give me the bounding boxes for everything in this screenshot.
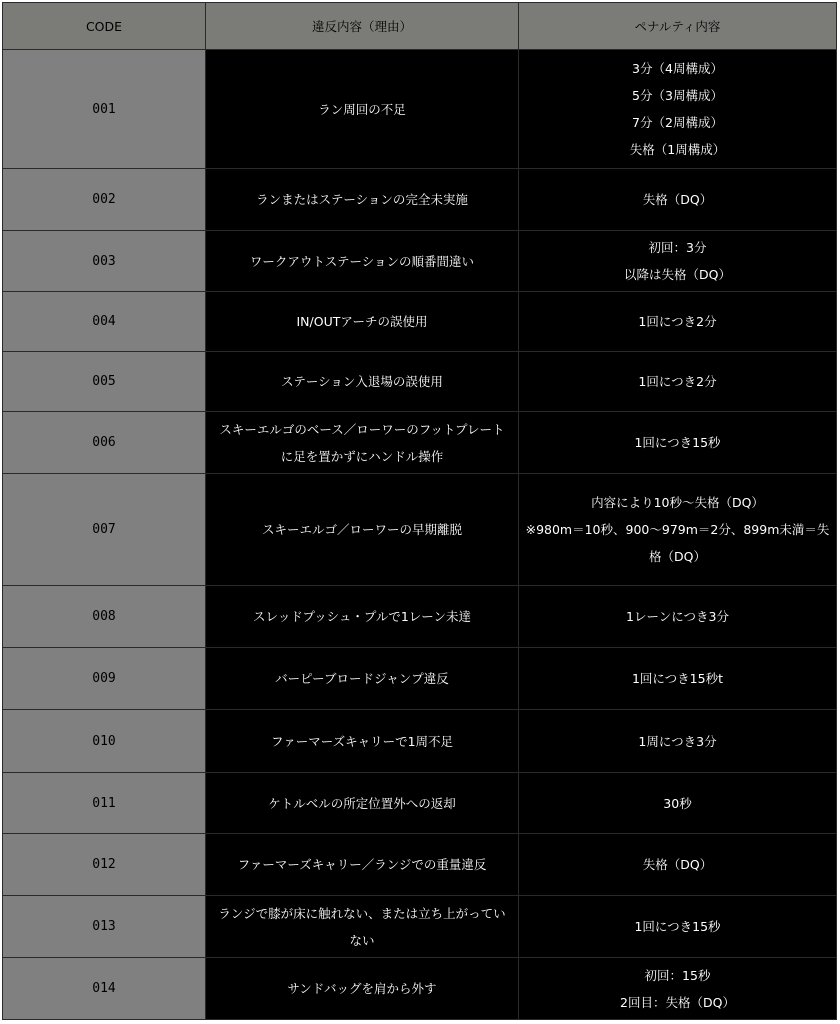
table-row xyxy=(3,773,837,834)
penalty-line: 3分（4周構成） xyxy=(632,61,723,76)
reason-line: に足を置かずにハンドル操作 xyxy=(280,448,444,464)
cell-penalty xyxy=(519,352,837,412)
cell-code: 002 xyxy=(3,169,206,231)
cell-penalty xyxy=(519,231,837,292)
header-code: CODE xyxy=(3,3,206,50)
cell-reason xyxy=(206,474,519,586)
reason-line: ファーマーズキャリー／ランジでの重量違反 xyxy=(237,857,487,872)
penalty-line: 2回目：失格（DQ） xyxy=(620,994,735,1010)
cell-reason xyxy=(206,773,519,834)
penalty-line: 初回：3分 xyxy=(648,240,707,255)
table-row xyxy=(3,648,837,710)
cell-penalty xyxy=(519,292,837,352)
cell-code: 006 xyxy=(3,412,206,474)
cell-reason xyxy=(206,352,519,412)
penalty-line: 以降は失格（DQ） xyxy=(624,267,731,282)
cell-penalty xyxy=(519,412,837,474)
penalty-line: 1周につき3分 xyxy=(638,733,717,749)
cell-reason xyxy=(206,710,519,773)
reason-line: サンドバッグを肩から外す xyxy=(287,981,437,996)
penalty-line: 1回につき15秒t xyxy=(631,671,723,686)
table-row xyxy=(3,352,837,412)
penalty-line: 5分（3周構成） xyxy=(632,88,723,103)
penalty-line: ※980m＝10秒、900〜979m＝2分、899m未満＝失 xyxy=(525,522,830,537)
penalty-line: 1回につき2分 xyxy=(638,374,717,389)
penalty-line: 7分（2周構成） xyxy=(632,115,723,130)
penalty-line: 初回：15秒 xyxy=(644,967,711,983)
penalty-line: 1回につき15秒 xyxy=(634,435,721,450)
cell-code: 010 xyxy=(3,710,206,773)
reason-line: ステーション入退場の誤使用 xyxy=(281,374,443,389)
penalty-line: 1回につき15秒 xyxy=(634,919,721,934)
reason-line: スレッドプッシュ・プルで1レーン未達 xyxy=(252,609,472,624)
cell-reason xyxy=(206,958,519,1020)
table-row xyxy=(3,896,837,958)
reason-line: スキーエルゴ／ローワーの早期離脱 xyxy=(261,522,462,537)
table-header xyxy=(3,3,837,50)
cell-reason xyxy=(206,834,519,896)
cell-code: 012 xyxy=(3,834,206,896)
reason-line: バーピーブロードジャンプ違反 xyxy=(275,671,449,686)
penalty-line: 30秒 xyxy=(663,795,692,811)
table-row xyxy=(3,586,837,648)
table-row xyxy=(3,292,837,352)
reason-line: ない xyxy=(349,932,375,948)
penalty-table-container xyxy=(2,2,837,1020)
cell-reason xyxy=(206,50,519,169)
table-body xyxy=(3,50,837,1020)
reason-line: ファーマーズキャリーで1周不足 xyxy=(270,733,454,749)
cell-penalty xyxy=(519,710,837,773)
table-row xyxy=(3,231,837,292)
cell-penalty xyxy=(519,169,837,231)
cell-penalty xyxy=(519,896,837,958)
reason-line: ランジで膝が床に触れない、または立ち上がってい xyxy=(218,905,506,921)
penalty-line: 失格（1周構成） xyxy=(629,142,726,157)
penalty-line: 1回につき2分 xyxy=(638,314,717,329)
header-reason: 違反内容（理由） xyxy=(206,3,519,50)
cell-penalty xyxy=(519,474,837,586)
table-row xyxy=(3,834,837,896)
cell-penalty xyxy=(519,773,837,834)
header-row xyxy=(3,3,837,50)
cell-code: 009 xyxy=(3,648,206,710)
cell-reason xyxy=(206,169,519,231)
penalty-table xyxy=(2,2,837,1020)
cell-penalty xyxy=(519,834,837,896)
penalty-line: 格（DQ） xyxy=(649,549,706,564)
reason-line: ラン周回の不足 xyxy=(318,101,406,117)
header-penalty: ペナルティ内容 xyxy=(519,3,837,50)
table-row xyxy=(3,412,837,474)
cell-code: 005 xyxy=(3,352,206,412)
table-row xyxy=(3,474,837,586)
reason-line: ランまたはステーションの完全未実施 xyxy=(256,192,468,207)
penalty-line: 失格（DQ） xyxy=(642,192,713,207)
cell-code: 014 xyxy=(3,958,206,1020)
cell-reason xyxy=(206,292,519,352)
reason-line: スキーエルゴのベース／ローワーのフットプレート xyxy=(219,421,505,437)
cell-reason xyxy=(206,896,519,958)
cell-code: 013 xyxy=(3,896,206,958)
cell-code: 001 xyxy=(3,50,206,169)
cell-penalty xyxy=(519,648,837,710)
reason-line: ケトルベルの所定位置外への返却 xyxy=(268,795,456,811)
penalty-line: 1レーンにつき3分 xyxy=(626,609,729,624)
reason-line: IN/OUTアーチの誤使用 xyxy=(296,314,428,329)
reason-line: ワークアウトステーションの順番間違い xyxy=(249,253,475,269)
cell-code: 008 xyxy=(3,586,206,648)
cell-reason xyxy=(206,231,519,292)
cell-reason xyxy=(206,648,519,710)
table-row xyxy=(3,169,837,231)
table-row xyxy=(3,50,837,169)
cell-reason xyxy=(206,412,519,474)
cell-code: 011 xyxy=(3,773,206,834)
cell-code: 007 xyxy=(3,474,206,586)
table-row xyxy=(3,958,837,1020)
cell-code: 004 xyxy=(3,292,206,352)
table-row xyxy=(3,710,837,773)
cell-penalty xyxy=(519,50,837,169)
cell-code: 003 xyxy=(3,231,206,292)
penalty-line: 失格（DQ） xyxy=(642,857,713,872)
cell-penalty xyxy=(519,586,837,648)
penalty-line: 内容により10秒〜失格（DQ） xyxy=(591,495,764,510)
cell-reason xyxy=(206,586,519,648)
cell-penalty xyxy=(519,958,837,1020)
